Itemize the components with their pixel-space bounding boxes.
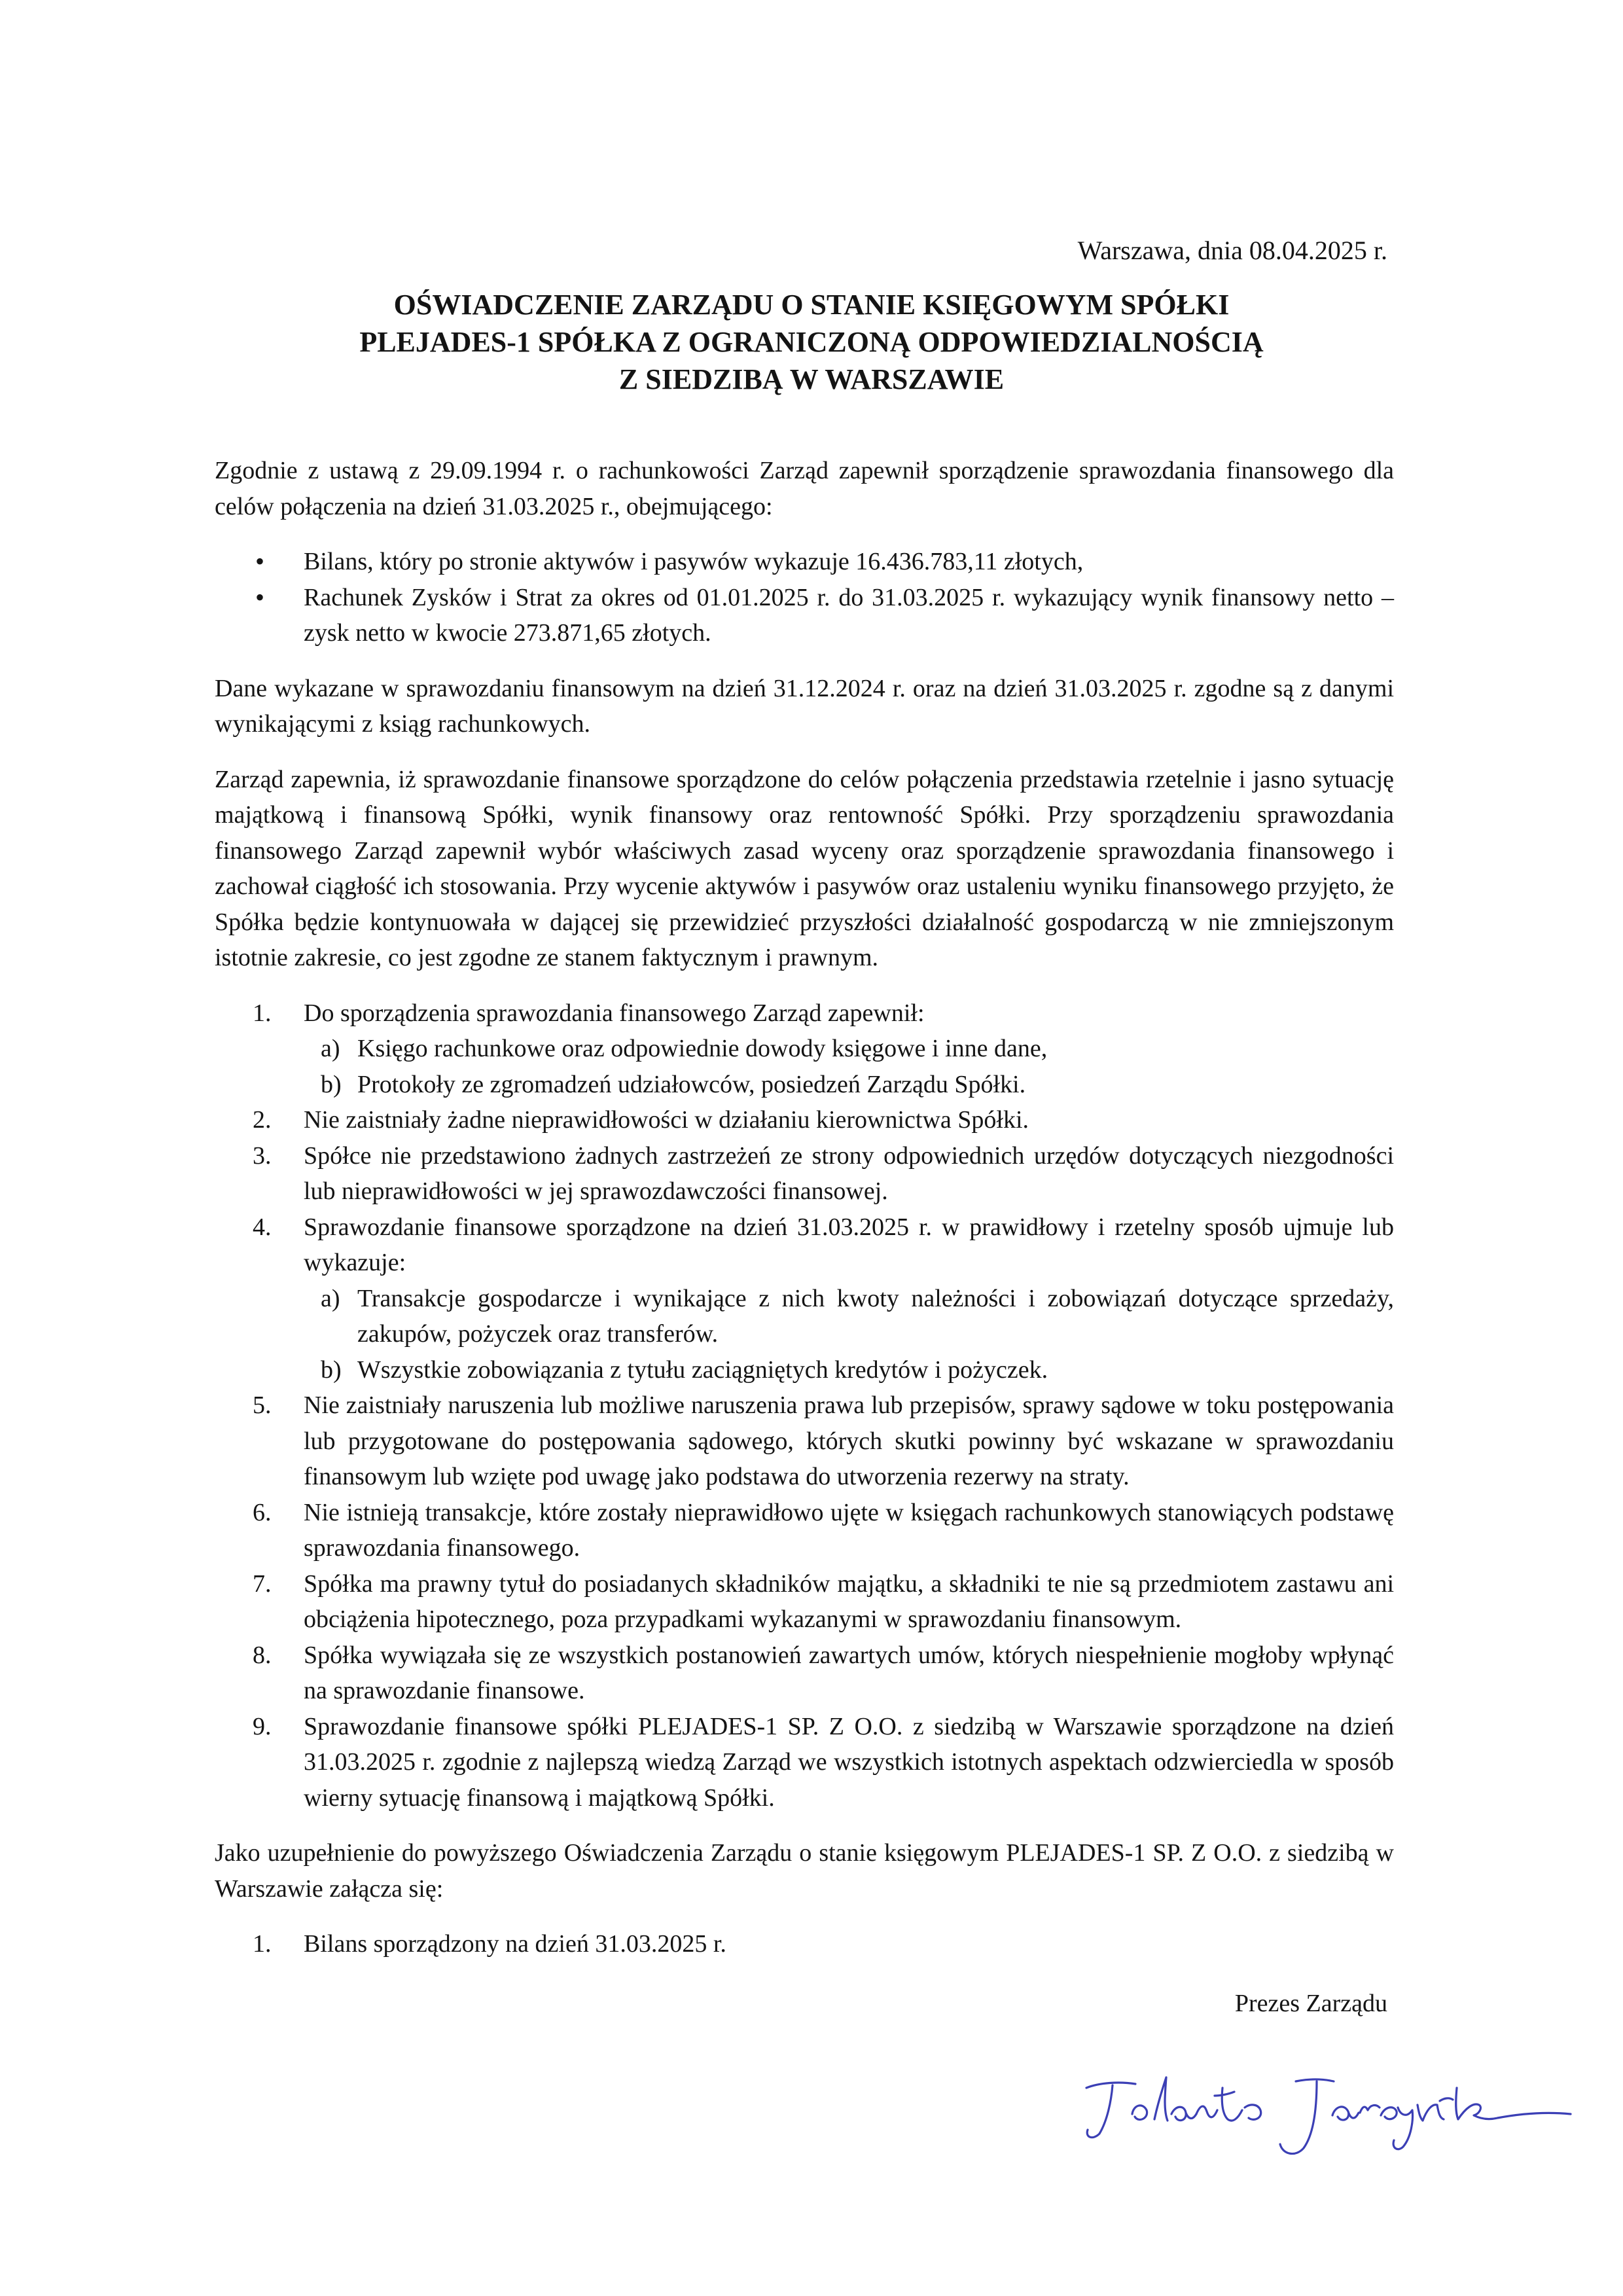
sub-item-letter: a) — [321, 1284, 340, 1312]
document-title — [216, 286, 1407, 398]
item-text: Sprawozdanie finansowe spółki PLEJADES-1 SP. Z O.O. z siedzibą w Warszawie sporządzone na dzień 31.03.2025 r. zgodnie z najlepszą wiedzą Zarząd we wszystkich istotnych aspektach odzwierciedla w sposób wierny sytuację finansową i majątkową Spółki. — [304, 1712, 1394, 1812]
bullet-income-statement: • Rachunek Zysków i Strat za okres od 01.01.2025 r. do 31.03.2025 r. wykazujący wynik finansowy netto – zysk netto w kwocie 273.871,65 złotych. — [215, 580, 1394, 651]
item-number: 4. — [253, 1213, 272, 1241]
statement-item-4 — [215, 1210, 1394, 1388]
item-text: Nie istnieją transakcje, które zostały nieprawidłowo ujęte w księgach rachunkowych stanowiących podstawę sprawozdania finansowego. — [304, 1498, 1394, 1562]
item-text: Sprawozdanie finansowe sporządzone na dzień 31.03.2025 r. w prawidłowy i rzetelny sposób ujmuje lub wykazuje: — [304, 1213, 1394, 1276]
title-line-2: PLEJADES-1 SPÓŁKA Z OGRANICZONĄ ODPOWIEDZIALNOŚCIĄ — [359, 326, 1264, 358]
statement-item-9 — [215, 1709, 1394, 1816]
attachment-item-1 — [215, 1926, 1394, 1962]
sub-list — [304, 1031, 1394, 1102]
bullet-balance: • Bilans, który po stronie aktywów i pasywów wykazuje 16.436.783,11 złotych, — [215, 544, 1394, 580]
sub-item-text: Protokoły ze zgromadzeń udziałowców, posiedzeń Zarządu Spółki. — [357, 1070, 1026, 1098]
statement-item-3 — [215, 1138, 1394, 1210]
item-number: 9. — [253, 1712, 272, 1740]
title-line-3: Z SIEDZIBĄ W WARSZAWIE — [618, 363, 1005, 395]
data-consistency-paragraph: Dane wykazane w sprawozdaniu finansowym na dzień 31.12.2024 r. oraz na dzień 31.03.2025 r. zgodne są z danymi wynikającymi z ksiąg rachunkowych. — [215, 674, 1394, 738]
attachment-text: Bilans sporządzony na dzień 31.03.2025 r. — [304, 1930, 726, 1958]
sub-item-text: Transakcje gospodarcze i wynikające z nich kwoty należności i zobowiązań dotyczące sprzedaży, zakupów, pożyczek oraz transferów. — [357, 1284, 1394, 1348]
handwritten-signature — [1073, 2042, 1597, 2173]
sub-item — [304, 1031, 1394, 1067]
statement-item-1 — [215, 996, 1394, 1103]
sub-item-letter: a) — [321, 1035, 340, 1062]
statement-item-6 — [215, 1495, 1394, 1566]
item-text: Nie zaistniały żadne nieprawidłowości w działaniu kierownictwa Spółki. — [304, 1106, 1029, 1134]
item-number: 8. — [253, 1641, 272, 1669]
attachments-list — [215, 1926, 1394, 1962]
sub-list — [304, 1281, 1394, 1388]
sub-item-text: Wszystkie zobowiązania z tytułu zaciągniętych kredytów i pożyczek. — [357, 1355, 1048, 1384]
statement-item-7 — [215, 1566, 1394, 1638]
closing-paragraph: Jako uzupełnienie do powyższego Oświadczenia Zarządu o stanie księgowym PLEJADES-1 SP. Z O.O. z siedzibą w Warszawie załącza się: — [215, 1839, 1394, 1903]
intro-paragraph: Zgodnie z ustawą z 29.09.1994 r. o rachunkowości Zarząd zapewnił sporządzenie sprawozdania finansowego dla celów połączenia na dzień 31.03.2025 r., obejmującego: — [215, 457, 1394, 520]
item-text: Spółka ma prawny tytuł do posiadanych składników majątku, a składniki te nie są przedmiotem zastawu ani obciążenia hipotecznego, poza przypadkami wykazanymi w sprawozdaniu finansowym. — [304, 1570, 1394, 1633]
attachment-number: 1. — [253, 1930, 272, 1958]
sub-item-letter: b) — [321, 1355, 342, 1384]
item-text: Do sporządzenia sprawozdania finansowego Zarząd zapewnił: — [304, 999, 925, 1027]
item-text: Spółce nie przedstawiono żadnych zastrzeżeń ze strony odpowiednich urzędów dotyczących niezgodności lub nieprawidłowości w jej sprawozdawczości finansowej. — [304, 1141, 1394, 1205]
statement-item-8 — [215, 1638, 1394, 1709]
sub-item — [304, 1281, 1394, 1352]
item-number: 1. — [253, 999, 272, 1027]
date-line: Warszawa, dnia 08.04.2025 r. — [1077, 236, 1387, 265]
management-assurance-paragraph: Zarząd zapewnia, iż sprawozdanie finansowe sporządzone do celów połączenia przedstawia rzetelnie i jasno sytuację majątkową i finansową Spółki, wynik finansowy oraz rentowność Spółki. Przy sporządzeniu sprawozdania finansowego Zarząd zapewnił wybór właściwych zasad wyceny oraz sporządzenie sprawozdania finansowego i zachował ciągłość ich stosowania. Przy wycenie aktywów i pasywów oraz ustaleniu wyniku finansowego przyjęto, że Spółka będzie kontynuowała w dającej się przewidzieć przyszłości działalność gospodarczą w nie zmniejszonym istotnie zakresie, co jest zgodne ze stanem faktycznym i prawnym. — [215, 765, 1394, 971]
signatory-role: Prezes Zarządu — [1234, 1990, 1387, 2017]
summary-bullet-list — [215, 544, 1394, 651]
item-number: 3. — [253, 1141, 272, 1170]
document-body — [215, 453, 1394, 1982]
item-number: 7. — [253, 1570, 272, 1598]
sub-item — [304, 1067, 1394, 1103]
sub-item-text: Księgo rachunkowe oraz odpowiednie dowody księgowe i inne dane, — [357, 1035, 1048, 1062]
title-line-1: OŚWIADCZENIE ZARZĄDU O STANIE KSIĘGOWYM SPÓŁKI — [393, 289, 1230, 321]
item-text: Spółka wywiązała się ze wszystkich postanowień zawartych umów, których niespełnienie mogłoby wpłynąć na sprawozdanie finansowe. — [304, 1641, 1394, 1704]
item-number: 2. — [253, 1106, 272, 1134]
item-number: 6. — [253, 1498, 272, 1526]
item-text: Nie zaistniały naruszenia lub możliwe naruszenia prawa lub przepisów, sprawy sądowe w toku postępowania lub przygotowane do postępowania sądowego, których skutki powinny być wskazane w sprawozdaniu finansowym lub wzięte pod uwagę jako podstawa do utworzenia rezerwy na straty. — [304, 1391, 1394, 1490]
sub-item-letter: b) — [321, 1070, 342, 1098]
statement-item-2 — [215, 1102, 1394, 1138]
statement-items-list — [215, 996, 1394, 1816]
sub-item — [304, 1352, 1394, 1388]
statement-item-5 — [215, 1388, 1394, 1495]
item-number: 5. — [253, 1391, 272, 1419]
